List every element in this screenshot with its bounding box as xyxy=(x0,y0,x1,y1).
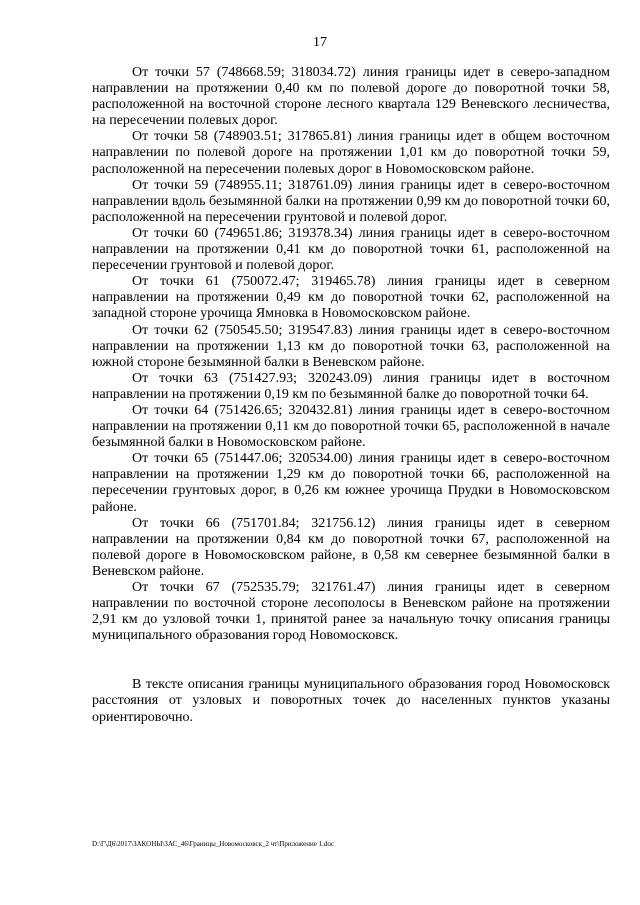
paragraph-point-67: От точки 67 (752535.79; 321761.47) линия границы идет в северном направлении по восточной стороне лесополосы в Веневском районе на протяжении 2,91 км до узловой точки 1, принятой ранее за начальную точку описания границы муниципального образования город Новомосковск. xyxy=(92,580,610,644)
footer-file-path: D:\Г\Д6\2017\ЗАКОНЫ\ЗАС_46\Границы_Новомосковск_2 чт\Приложение 1.doc xyxy=(92,840,334,848)
document-body xyxy=(92,65,610,726)
paragraph-point-66: От точки 66 (751701.84; 321756.12) линия границы идет в северном направлении на протяжении 0,84 км до поворотной точки 67, расположенной на полевой дороге в Новомосковском районе, в 0,58 км севернее безымянной балки в Веневском районе. xyxy=(92,515,610,579)
paragraph-point-60: От точки 60 (749651.86; 319378.34) линия границы идет в северо-восточном направлении на протяжении 0,41 км до поворотной точки 61, расположенной на пересечении грунтовой и полевой дорог. xyxy=(92,225,610,274)
paragraph-point-57: От точки 57 (748668.59; 318034.72) линия границы идет в северо-западном направлении на протяжении 0,40 км по полевой дороге до поворотной точки 58, расположенной на восточной стороне лесного квартала 129 Веневского лесничества, на пересечении полевых дорог. xyxy=(92,65,610,129)
paragraph-point-64: От точки 64 (751426.65; 320432.81) линия границы идет в северо-восточном направлении на протяжении 0,11 км до поворотной точки 65, расположенной в начале безымянной балки в Новомосковском районе. xyxy=(92,402,610,451)
closing-paragraph: В тексте описания границы муниципального образования город Новомосковск расстояния от узловых и поворотных точек до населенных пунктов указаны ориентировочно. xyxy=(92,677,610,725)
paragraph-point-61: От точки 61 (750072.47; 319465.78) линия границы идет в северном направлении на протяжении 0,49 км до поворотной точки 62, расположенной на западной стороне урочища Ямновка в Новомосковском районе. xyxy=(92,274,610,322)
page-number: 17 xyxy=(313,35,327,50)
paragraph-point-59: От точки 59 (748955.11; 318761.09) линия границы идет в северо-восточном направлении вдоль безымянной балки на протяжении 0,99 км до поворотной точки 60, расположенной на пересечении грунтовой и полевой дорог. xyxy=(92,177,610,225)
paragraph-point-58: От точки 58 (748903.51; 317865.81) линия границы идет в общем восточном направлении по полевой дороге на протяжении 1,01 км до поворотной точки 59, расположенной на пересечении полевых дорог в Новомосковском районе. xyxy=(92,129,610,177)
paragraph-point-63: От точки 63 (751427.93; 320243.09) линия границы идет в восточном направлении на протяжении 0,19 км по безымянной балке до поворотной точки 64. xyxy=(92,370,610,402)
paragraph-point-65: От точки 65 (751447.06; 320534.00) линия границы идет в северо-восточном направлении на протяжении 1,29 км до поворотной точки 66, расположенной на пересечении грунтовых дорог, в 0,26 км южнее урочища Прудки в Новомосковском районе. xyxy=(92,451,610,515)
paragraph-point-62: От точки 62 (750545.50; 319547.83) линия границы идет в северо-восточном направлении на протяжении 1,13 км до поворотной точки 63, расположенной на южной стороне безымянной балки в Веневском районе. xyxy=(92,322,610,370)
